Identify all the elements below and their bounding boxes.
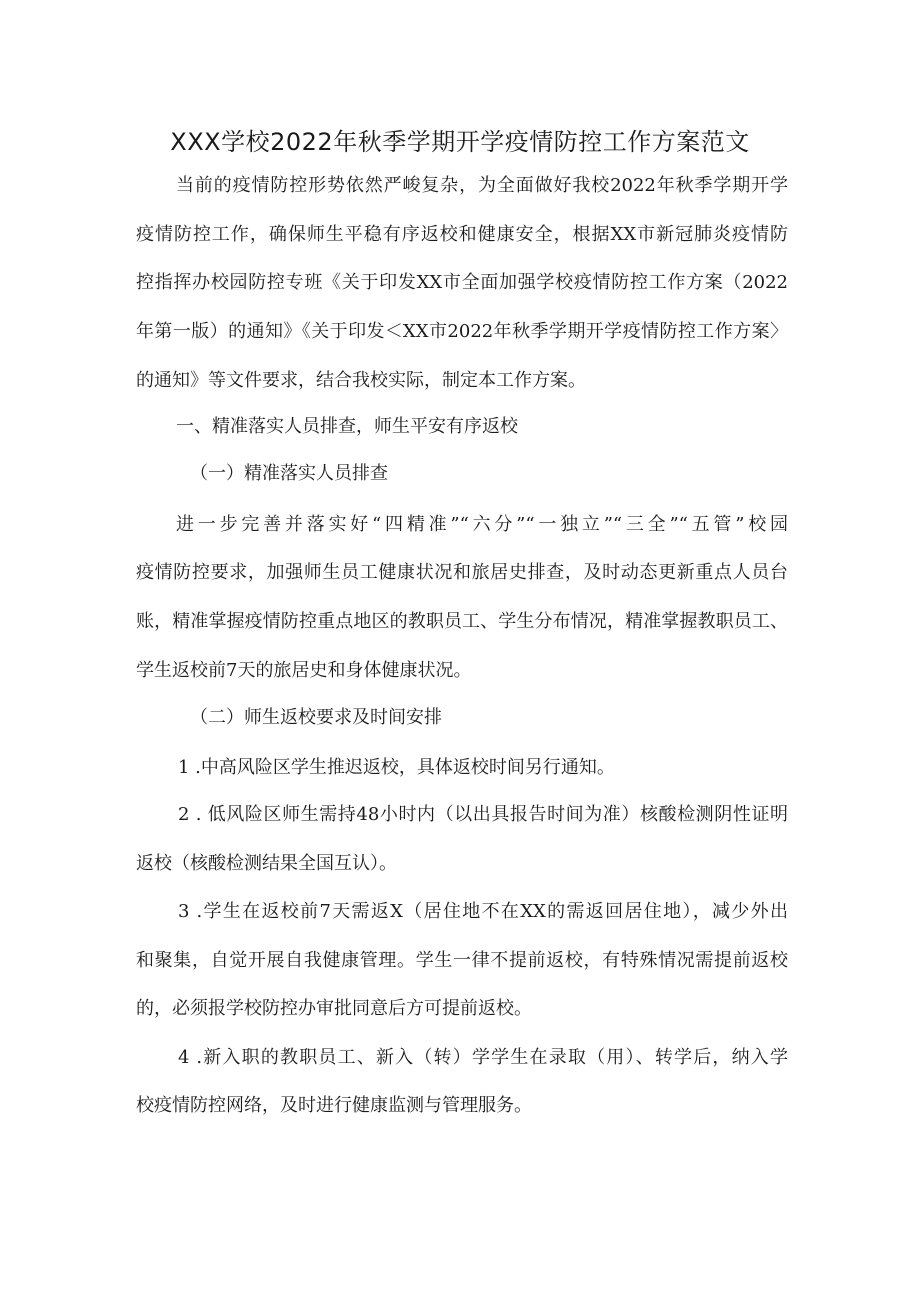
list-item-3-line-3: 的，必须报学校防控办审批同意后方可提前返校。: [136, 998, 532, 1019]
section-heading-1: 一、精准落实人员排查，师生平安有序返校: [176, 416, 518, 437]
para1-line-3: 账，精准掌握疫情防控重点地区的教职员工、学生分布情况，精准掌握教职员工、: [136, 611, 788, 632]
list-item-1: 1 .中高风险区学生推迟返校，具体返校时间另行通知。: [178, 757, 615, 778]
intro-line-3: 控指挥办校园防控专班《关于印发XX市全面加强学校疫情防控工作方案（2022: [136, 272, 788, 293]
subsection-heading-2: （二）师生返校要求及时间安排: [190, 707, 442, 728]
intro-line-4: 年第一版）的通知》《关于印发＜XX市2022年秋季学期开学疫情防控工作方案〉: [136, 321, 788, 342]
intro-line-5: 的通知》等文件要求，结合我校实际，制定本工作方案。: [136, 370, 586, 391]
intro-line-2: 疫情防控工作，确保师生平稳有序返校和健康安全，根据XX市新冠肺炎疫情防: [136, 224, 788, 245]
document-title: XXX学校2022年秋季学期开学疫情防控工作方案范文: [170, 128, 750, 156]
list-item-2-line-2: 返校（核酸检测结果全国互认）。: [136, 853, 397, 874]
list-item-3-line-1: 3 .学生在返校前7天需返X（居住地不在XX的需返回居住地），减少外出: [178, 901, 788, 922]
list-item-2-line-1: 2 . 低风险区师生需持48小时内（以出具报告时间为准）核酸检测阴性证明: [178, 804, 788, 825]
intro-line-1: 当前的疫情防控形势依然严峻复杂，为全面做好我校2022年秋季学期开学: [176, 175, 788, 196]
list-item-3-line-2: 和聚集，自觉开展自我健康管理。学生一律不提前返校，有特殊情况需提前返校: [136, 950, 788, 971]
para1-line-2: 疫情防控要求，加强师生员工健康状况和旅居史排查，及时动态更新重点人员台: [136, 562, 788, 583]
subsection-heading-1: （一）精准落实人员排查: [190, 463, 388, 484]
list-item-4-line-2: 校疫情防控网络，及时进行健康监测与管理服务。: [136, 1095, 532, 1116]
para1-line-4: 学生返校前7天的旅居史和身体健康状况。: [136, 660, 472, 681]
para1-line-1: 进一步完善并落实好“四精准”“六分”“一独立”“三全”“五管”校园: [176, 514, 788, 535]
list-item-4-line-1: 4 .新入职的教职员工、新入（转）学学生在录取（用）、转学后，纳入学: [178, 1047, 788, 1068]
